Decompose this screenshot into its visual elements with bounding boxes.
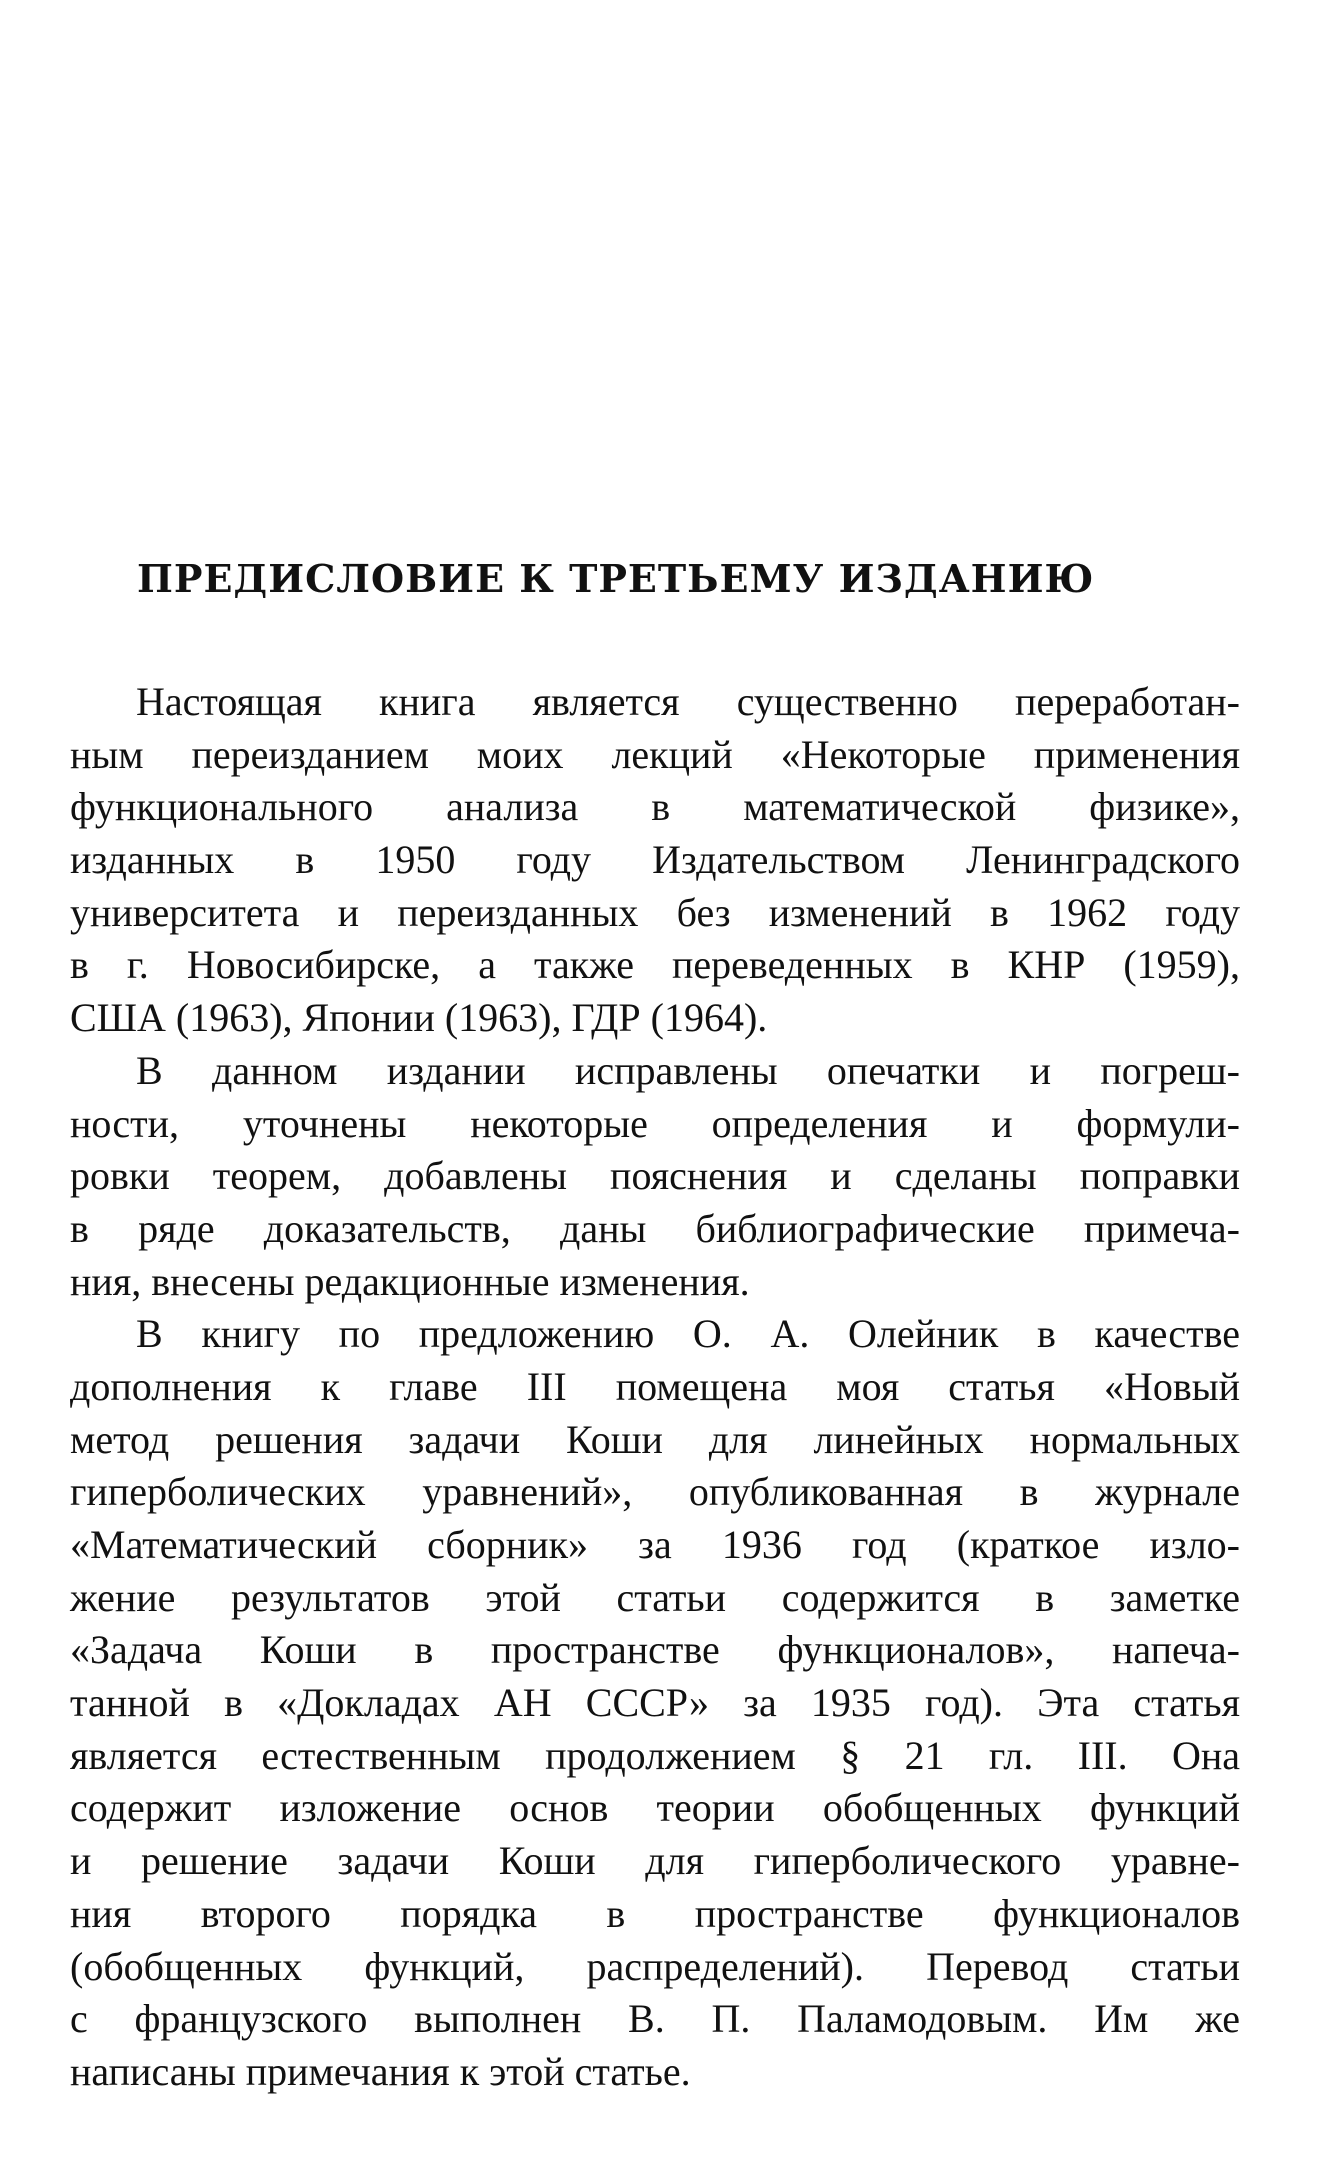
paragraph-3-line: «Задача Коши в пространстве функционалов», напеча- <box>70 1627 1240 1673</box>
paragraph-2-line: ности, уточнены некоторые определения и формули- <box>70 1100 1240 1146</box>
paragraph-1-line: изданных в 1950 году Издательством Ленинградского <box>70 837 1240 883</box>
paragraph-3-line: метод решения задачи Коши для линейных нормальных <box>70 1416 1240 1462</box>
paragraph-3-line: содержит изложение основ теории обобщенных функций <box>70 1785 1240 1831</box>
paragraph-3-line: гиперболических уравнений», опубликованная в журнале <box>70 1469 1240 1515</box>
paragraph-3-line: с французского выполнен В. П. Паламодовым. Им же <box>70 1996 1240 2042</box>
paragraph-2-line: В данном издании исправлены опечатки и погреш- <box>136 1047 1240 1093</box>
paragraph-3-line: и решение задачи Коши для гиперболического уравне- <box>70 1838 1240 1884</box>
paragraph-3-line: танной в «Докладах АН СССР» за 1935 год). Эта статья <box>70 1680 1240 1726</box>
page-title: ПРЕДИСЛОВИЕ К ТРЕТЬЕМУ ИЗДАНИЮ <box>137 556 1095 601</box>
paragraph-3-line: ния второго порядка в пространстве функционалов <box>70 1890 1240 1936</box>
paragraph-1-line: университета и переизданных без изменений в 1962 году <box>70 889 1240 935</box>
paragraph-1-line: ным переизданием моих лекций «Некоторые применения <box>70 731 1240 777</box>
paragraph-3-line: написаны примечания к этой статье. <box>70 2048 691 2094</box>
paragraph-3-line: «Математический сборник» за 1936 год (краткое изло- <box>70 1522 1240 1567</box>
preface-body <box>70 676 1240 2099</box>
paragraph-2-line: в ряде доказательств, даны библиографические примеча- <box>70 1205 1240 1251</box>
paragraph-1-line: функционального анализа в математической физике», <box>70 784 1240 830</box>
paragraph-1-line: в г. Новосибирске, а также переведенных в КНР (1959), <box>70 942 1240 988</box>
paragraph-3-line: В книгу по предложению О. А. Олейник в качестве <box>136 1311 1240 1357</box>
paragraph-2-line: ровки теорем, добавлены пояснения и сделаны поправки <box>70 1153 1240 1199</box>
paragraph-3-line: дополнения к главе III помещена моя статья «Новый <box>70 1363 1240 1409</box>
paragraph-3-line: является естественным продолжением § 21 гл. III. Она <box>70 1732 1240 1778</box>
paragraph-2-line: ния, внесены редакционные изменения. <box>70 1258 750 1304</box>
paragraph-3-line: жение результатов этой статьи содержится в заметке <box>70 1574 1240 1620</box>
paragraph-1-line: Настоящая книга является существенно переработан- <box>136 679 1240 724</box>
paragraph-3-line: (обобщенных функций, распределений). Перевод статьи <box>70 1943 1240 1989</box>
paragraph-1-line: США (1963), Японии (1963), ГДР (1964). <box>70 995 768 1041</box>
